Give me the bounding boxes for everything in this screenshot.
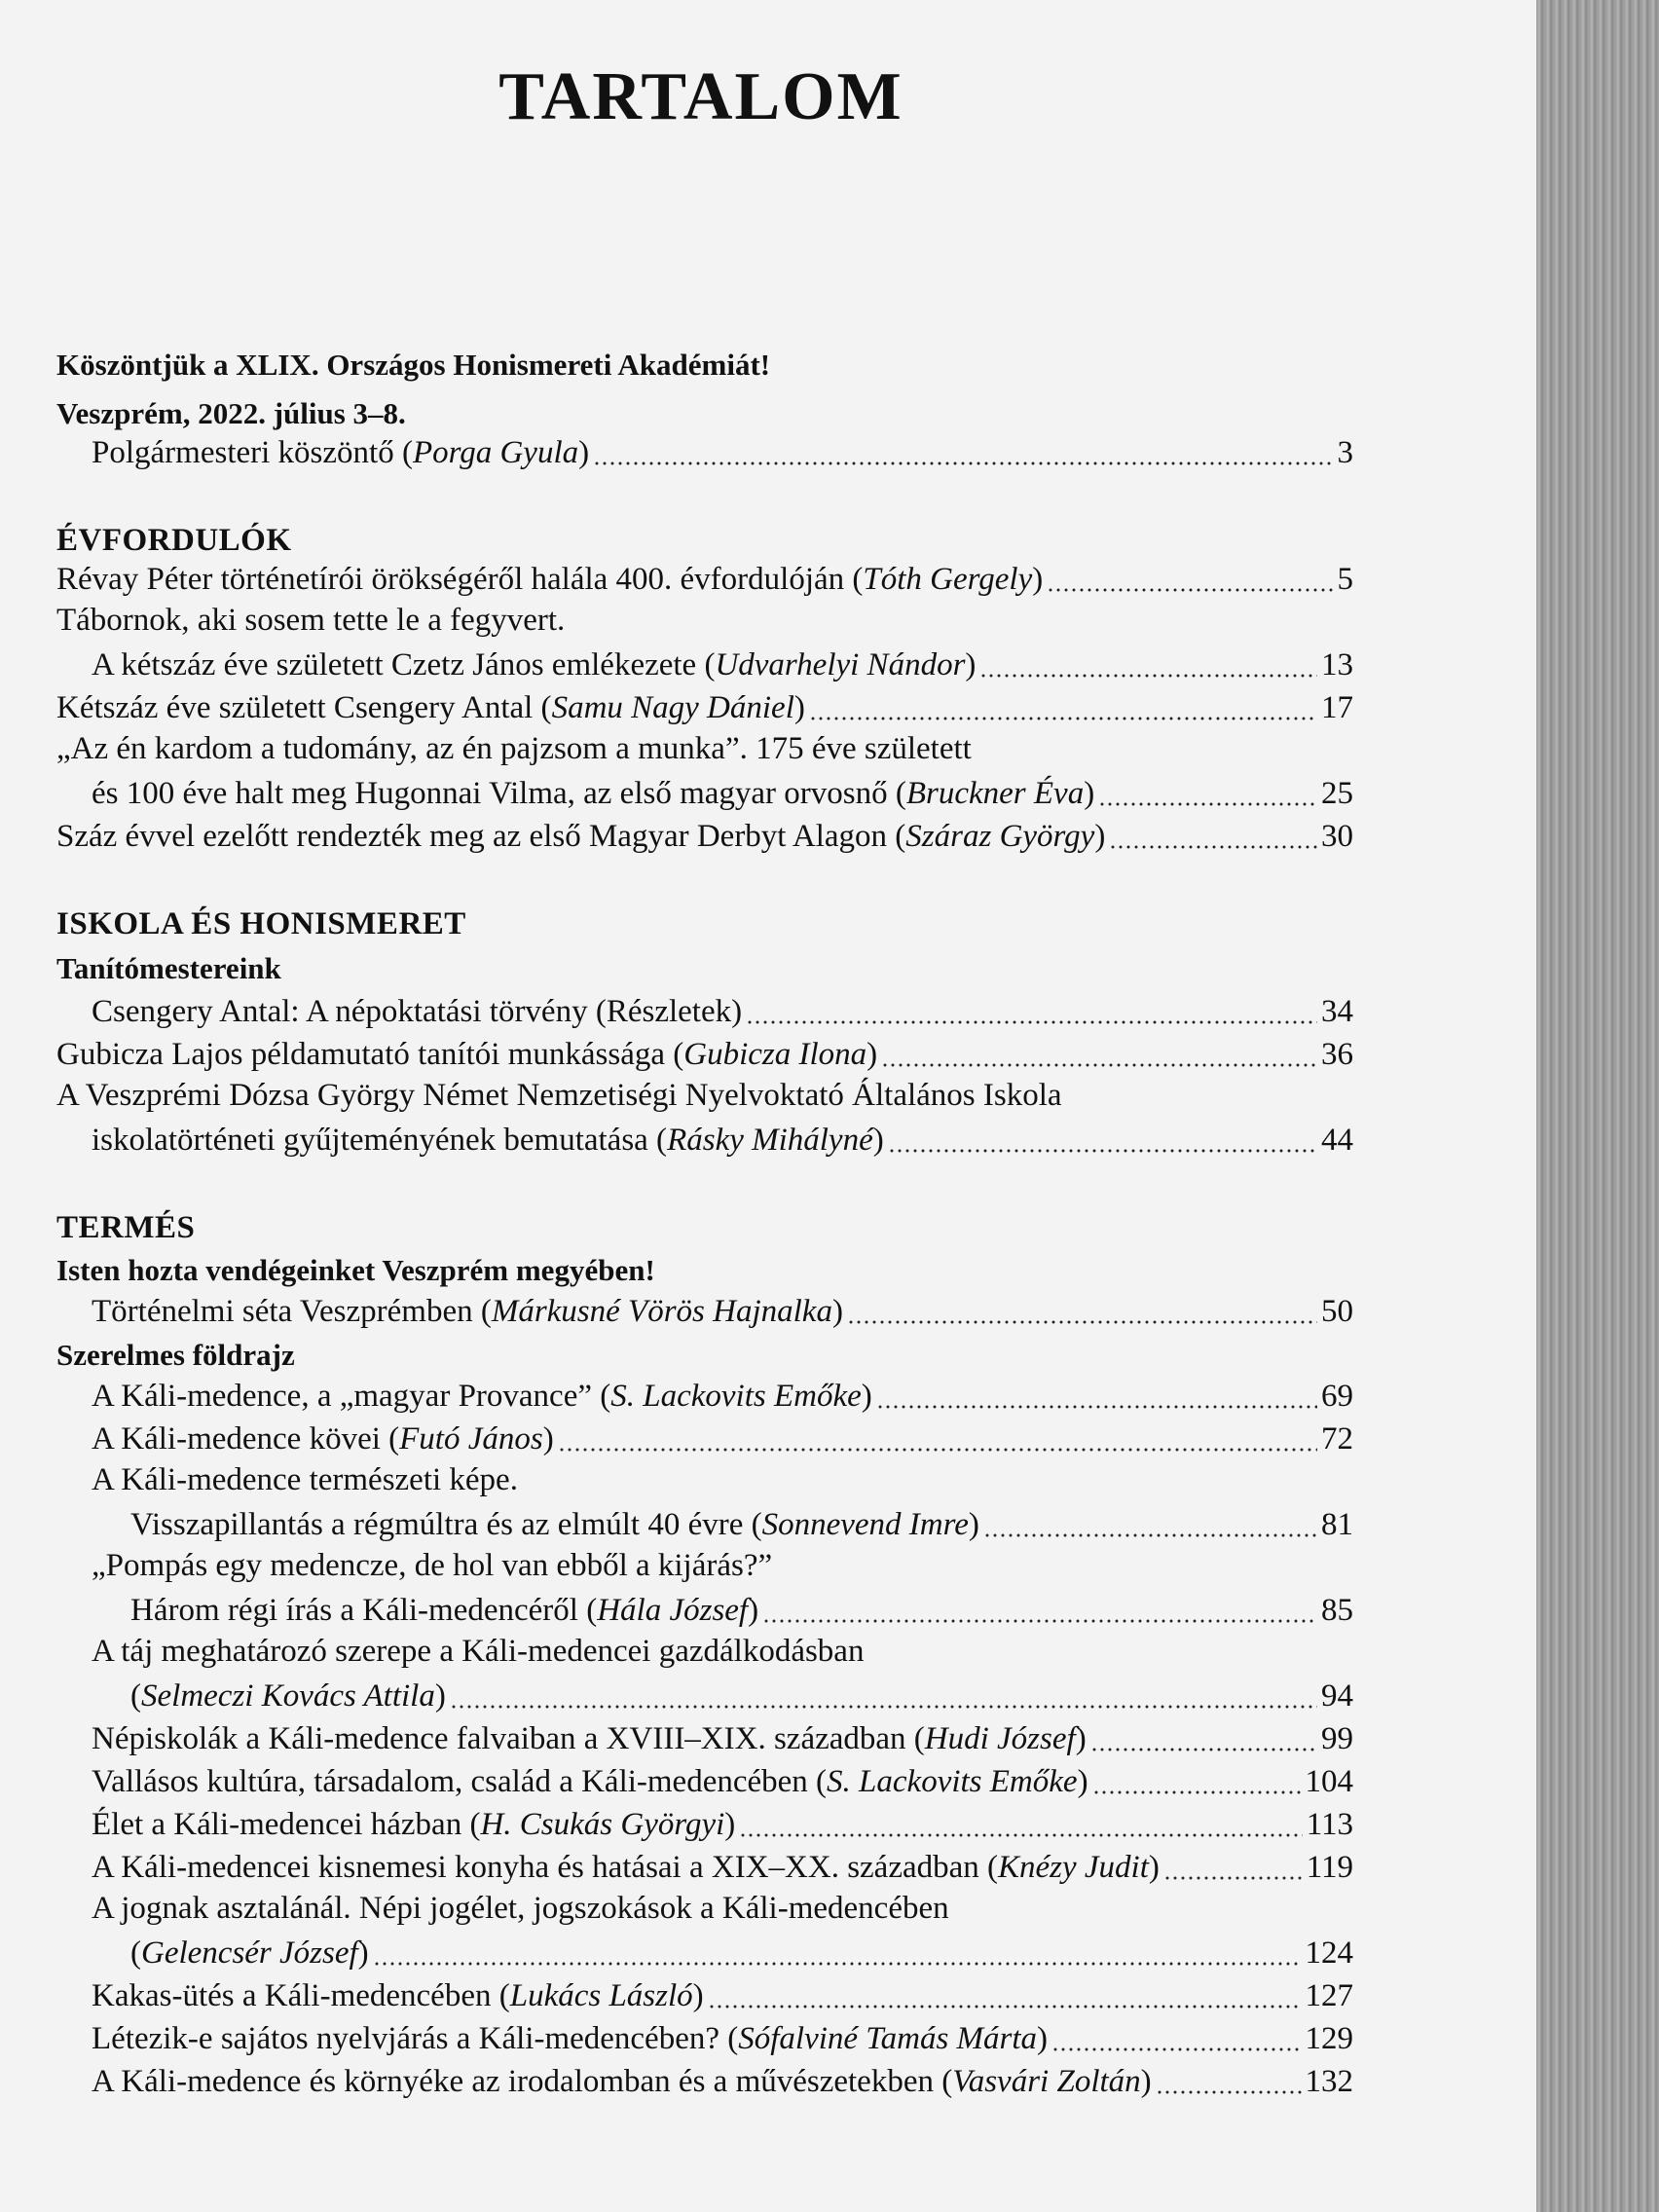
toc-entry-title: A Káli-medence és környéke az irodalomban és a művészetekben (Vasvári Zoltán): [92, 2064, 1152, 2099]
toc-entry-line: A jognak asztalánál. Népi jogélet, jogszokások a Káli-medencében: [92, 1891, 949, 1926]
toc-entry-title: Vallásos kultúra, társadalom, család a Káli-medencében (S. Lackovits Emőke): [92, 1764, 1088, 1799]
toc-entry-title: Kakas-ütés a Káli-medencében (Lukács László): [92, 1978, 704, 2013]
section-heading: TERMÉS: [56, 1210, 196, 1245]
toc-entry-title: A Káli-medence, a „magyar Provance” (S. Lackovits Emőke): [92, 1379, 872, 1414]
toc-entry-line: „Az én kardom a tudomány, az én pajzsom a munka”. 175 éve született: [56, 731, 972, 766]
dot-leader: [1051, 2021, 1301, 2053]
toc-entry-title: Száz évvel ezelőtt rendezték meg az első Magyar Derbyt Alagon (Száraz György): [56, 819, 1106, 854]
dot-leader: [450, 1678, 1317, 1711]
page-number: 124: [1305, 1936, 1353, 1971]
toc-entry: [92, 2059, 1353, 2100]
toc-entry: [92, 989, 1353, 1030]
toc-entry-author: S. Lackovits Emőke: [827, 1764, 1078, 1799]
subsection-heading: Szerelmes földrajz: [56, 1338, 295, 1372]
section-heading: ISKOLA ÉS HONISMERET: [56, 906, 466, 941]
dot-leader: [979, 647, 1317, 680]
toc-entry-line: „Pompás egy medencze, de hol van ebből a kijárás?”: [92, 1548, 773, 1583]
page-number: 3: [1337, 435, 1353, 470]
toc-entry-title: Révay Péter történetírói örökségéről halála 400. évfordulóján (Tóth Gergely): [56, 562, 1044, 597]
toc-entry-title: (Selmeczi Kovács Attila): [130, 1678, 446, 1714]
page-number: 25: [1321, 776, 1353, 811]
toc-entry-title: Csengery Antal: A népoktatási törvény (Részletek): [92, 994, 743, 1029]
toc-entry-title: A kétszáz éve született Czetz János emlékezete (Udvarhelyi Nándor): [92, 647, 977, 682]
toc-entry-author: Bruckner Éva: [905, 776, 1085, 811]
toc-entry-author: Gelencsér József: [141, 1936, 358, 1971]
subsection-heading: Isten hozta vendégeinket Veszprém megyében!: [56, 1253, 655, 1287]
subsection-heading: Köszöntjük a XLIX. Országos Honismereti Akadémiát!: [56, 348, 771, 382]
page-number: 81: [1321, 1507, 1353, 1542]
dot-leader: [983, 1507, 1317, 1539]
toc-entry-author: Gubicza Ilona: [683, 1037, 867, 1072]
toc-entry: [92, 1802, 1353, 1843]
page-number: 113: [1306, 1807, 1353, 1842]
page-number: 69: [1321, 1379, 1353, 1414]
toc-entry-author: Lukács László: [509, 1978, 693, 2013]
toc-entry: [130, 1588, 1353, 1629]
page-number: 72: [1321, 1421, 1353, 1456]
dot-leader: [876, 1379, 1317, 1411]
toc-entry-author: Selmeczi Kovács Attila: [141, 1678, 435, 1714]
toc-entry: [56, 1032, 1353, 1073]
toc-entry: [92, 1118, 1353, 1159]
dot-leader: [1090, 1721, 1317, 1753]
toc-entry-author: Sófalviné Tamás Márta: [738, 2021, 1038, 2056]
toc-entry-author: S. Lackovits Emőke: [610, 1379, 862, 1414]
dot-leader: [1109, 819, 1317, 851]
dot-leader: [746, 994, 1317, 1026]
toc-entry-author: Márkusné Vörös Hajnalka: [491, 1294, 832, 1329]
dot-leader: [373, 1936, 1302, 1968]
toc-entry: [92, 1374, 1353, 1415]
toc-entry-title: Népiskolák a Káli-medence falvaiban a XVIII–XIX. században (Hudi József): [92, 1721, 1087, 1756]
dot-leader: [558, 1421, 1317, 1454]
page-number: 119: [1306, 1850, 1353, 1885]
page-number: 104: [1305, 1764, 1353, 1799]
page-edge: [1536, 0, 1659, 2212]
toc-entry: [92, 430, 1353, 471]
toc-entry-line: A táj meghatározó szerepe a Káli-medencei gazdálkodásban: [92, 1634, 865, 1669]
toc-entry-title: Kétszáz éve született Csengery Antal (Samu Nagy Dániel): [56, 690, 805, 725]
toc-entry: [92, 1417, 1353, 1457]
toc-entry: [56, 814, 1353, 855]
page-number: 85: [1321, 1593, 1353, 1628]
toc-entry-title: Három régi írás a Káli-medencéről (Hála József): [130, 1593, 759, 1628]
dot-leader: [881, 1037, 1317, 1069]
toc-entry-author: Knézy Judit: [998, 1850, 1149, 1885]
toc-entry-title: Gubicza Lajos példamutató tanítói munkássága (Gubicza Ilona): [56, 1037, 878, 1072]
toc-entry: [92, 1759, 1353, 1800]
dot-leader: [847, 1294, 1317, 1326]
toc-entry-author: Samu Nagy Dániel: [551, 690, 794, 725]
page-number: 50: [1321, 1294, 1353, 1329]
subsection-heading: Tanítómestereink: [56, 951, 281, 985]
page-number: 30: [1321, 819, 1353, 854]
dot-leader: [593, 435, 1333, 467]
toc-entry: [92, 2016, 1353, 2057]
toc-entry: [92, 1845, 1353, 1886]
toc-entry: [92, 643, 1353, 683]
toc-entry: [92, 1973, 1353, 2014]
toc-entry-title: iskolatörténeti gyűjteményének bemutatása (Rásky Mihályné): [92, 1123, 884, 1158]
toc-entry-title: Visszapillantás a régmúltra és az elmúlt 40 évre (Sonnevend Imre): [130, 1507, 979, 1542]
toc-entry-line: A Káli-medence természeti képe.: [92, 1462, 518, 1497]
dot-leader: [739, 1807, 1302, 1839]
toc-entry: [130, 1931, 1353, 1972]
page-number: 5: [1337, 562, 1353, 597]
toc-entry-author: Vasvári Zoltán: [952, 2064, 1141, 2099]
toc-entry-author: Futó János: [399, 1421, 543, 1456]
toc-entry-title: Történelmi séta Veszprémben (Márkusné Vörös Hajnalka): [92, 1294, 843, 1329]
subsection-heading: Veszprém, 2022. július 3–8.: [56, 396, 406, 430]
toc-entry-author: Hudi József: [924, 1721, 1076, 1756]
dot-leader: [1092, 1764, 1302, 1796]
page-title: TARTALOM: [498, 59, 903, 134]
toc-entry: [130, 1502, 1353, 1543]
toc-entry-title: (Gelencsér József): [130, 1936, 369, 1971]
dot-leader: [1163, 1850, 1303, 1882]
toc-entry-author: Udvarhelyi Nándor: [715, 647, 966, 682]
page-number: 94: [1321, 1678, 1353, 1714]
dot-leader: [1047, 562, 1333, 594]
toc-entry: [92, 1716, 1353, 1757]
toc-entry-line: A Veszprémi Dózsa György Német Nemzetiségi Nyelvoktató Általános Iskola: [56, 1078, 1062, 1113]
toc-entry-title: és 100 éve halt meg Hugonnai Vilma, az első magyar orvosnő (Bruckner Éva): [92, 776, 1095, 811]
toc-entry-line: Tábornok, aki sosem tette le a fegyvert.: [56, 603, 566, 638]
dot-leader: [888, 1123, 1317, 1155]
page-number: 127: [1305, 1978, 1353, 2013]
toc-entry-author: H. Csukás Györgyi: [480, 1807, 725, 1842]
toc-entry-title: A Káli-medencei kisnemesi konyha és hatásai a XIX–XX. században (Knézy Judit): [92, 1850, 1160, 1885]
toc-entry-title: Létezik-e sajátos nyelvjárás a Káli-medencében? (Sófalviné Tamás Márta): [92, 2021, 1049, 2056]
toc-entry-title: A Káli-medence kövei (Futó János): [92, 1421, 554, 1456]
toc-entry: [56, 685, 1353, 726]
dot-leader: [1098, 776, 1317, 808]
page-number: 36: [1321, 1037, 1353, 1072]
toc-entry-author: Tóth Gergely: [863, 562, 1033, 597]
page-number: 129: [1305, 2021, 1353, 2056]
page-number: 132: [1305, 2064, 1353, 2099]
toc-entry-author: Hála József: [597, 1593, 749, 1628]
toc-entry-author: Sonnevend Imre: [761, 1507, 969, 1542]
toc-entry: [92, 1289, 1353, 1330]
dot-leader: [708, 1978, 1302, 2010]
dot-leader: [1156, 2064, 1302, 2096]
toc-entry-author: Rásky Mihályné: [667, 1123, 873, 1158]
dot-leader: [762, 1593, 1317, 1625]
toc-entry: [92, 771, 1353, 812]
toc-entry-author: Száraz György: [905, 819, 1095, 854]
section-heading: ÉVFORDULÓK: [56, 523, 292, 558]
toc-entry-title: Polgármesteri köszöntő (Porga Gyula): [92, 435, 590, 470]
page-number: 17: [1321, 690, 1353, 725]
toc-entry: [130, 1674, 1353, 1714]
dot-leader: [809, 690, 1317, 722]
toc-entry: [56, 557, 1353, 598]
page-number: 44: [1321, 1123, 1353, 1158]
toc-entry-author: Porga Gyula: [412, 435, 579, 470]
page-number: 99: [1321, 1721, 1353, 1756]
page-number: 13: [1321, 647, 1353, 682]
page-number: 34: [1321, 994, 1353, 1029]
toc-entry-title: Élet a Káli-medencei házban (H. Csukás Györgyi): [92, 1807, 736, 1842]
